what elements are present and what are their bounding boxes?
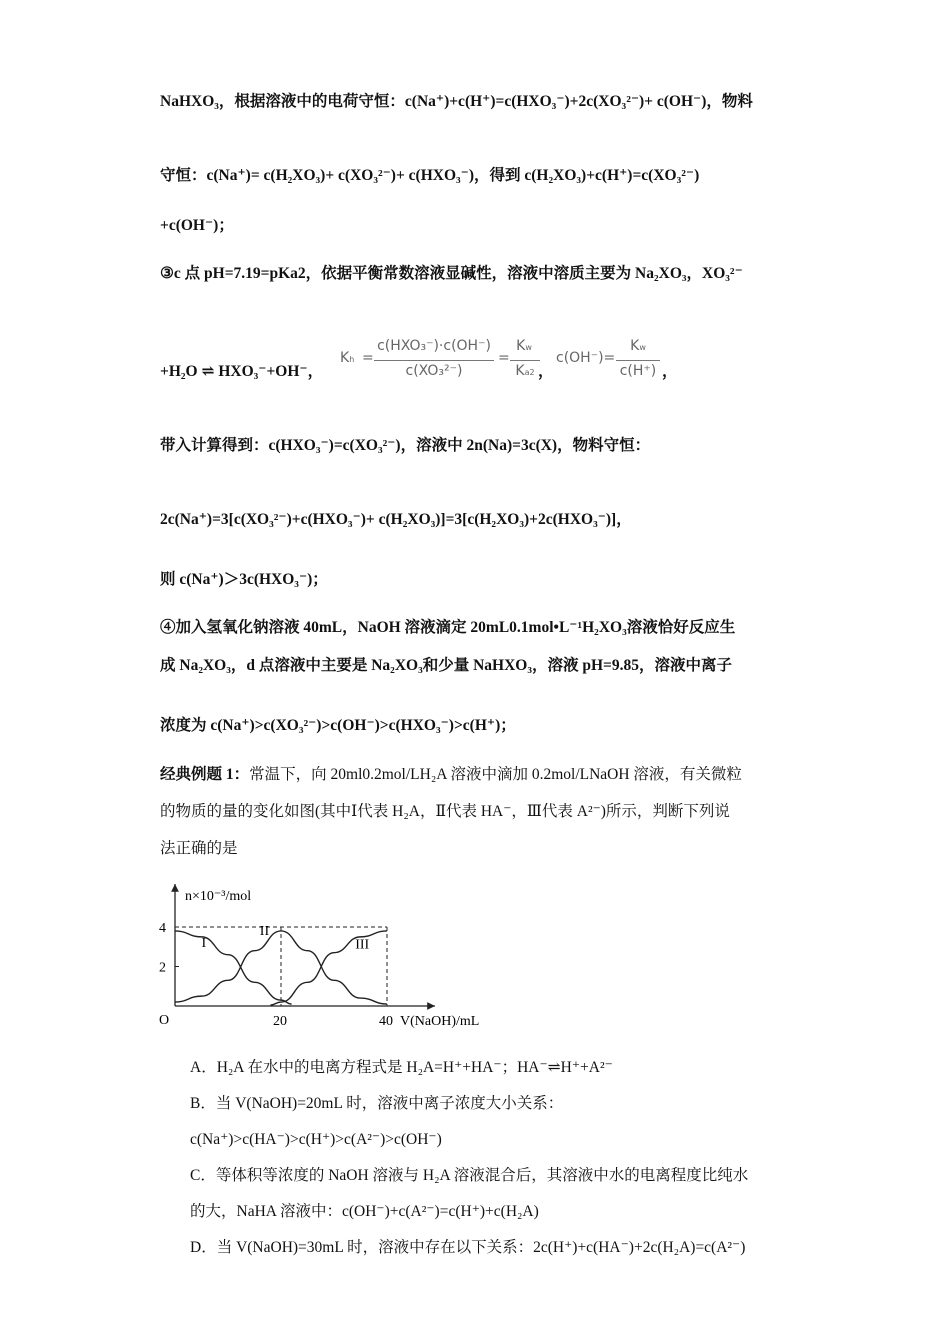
example-text-1: 常温下，向 20ml0.2mol/LH₂A 溶液中滴加 0.2mol/LNaOH 溶液，有关微粒 <box>249 766 742 783</box>
x-tick-label-20: 20 <box>273 1014 287 1029</box>
analysis-line-6: 带入计算得到：c(HXO₃⁻)=c(XO₃²⁻)，溶液中 2n(Na)=3c(X)，物料守恒： <box>160 437 651 454</box>
kh-eq-2: = <box>498 350 510 366</box>
curve-label-II: II <box>259 923 270 939</box>
option-d: D．当 V(NaOH)=30mL 时，溶液中存在以下关系：2c(H⁺)+c(HA⁻)+2c(H₂A)=c(A²⁻) <box>190 1239 746 1256</box>
comma-1: ， <box>538 363 554 380</box>
y-axis-label: n×10⁻³/mol <box>185 889 252 904</box>
option-a: A．H₂A 在水中的电离方程式是 H₂A=H⁺+HA⁻；HA⁻⇌H⁺+A²⁻ <box>190 1059 613 1076</box>
option-c-line-1: C．等体积等浓度的 NaOH 溶液与 H₂A 溶液混合后，其溶液中水的电离程度比纯水 <box>190 1167 749 1184</box>
analysis-line-2: 守恒：c(Na⁺)= c(H₂XO₃)+ c(XO₃²⁻)+ c(HXO₃⁻)，得到 c(H₂XO₃)+c(H⁺)=c(XO₃²⁻) <box>160 167 700 184</box>
analysis-line-3: +c(OH⁻)； <box>160 217 234 234</box>
option-b-line-1: B．当 V(NaOH)=20mL 时，溶液中离子浓度大小关系： <box>190 1095 564 1112</box>
kh-denominator: c(XO₃²⁻) <box>405 363 463 379</box>
kw-sub-2: w <box>639 343 646 352</box>
kw-numerator-2: K <box>630 338 640 354</box>
kh-numerator: c(HXO₃⁻)·c(OH⁻) <box>377 338 491 354</box>
kw-sub: w <box>525 343 532 352</box>
kh-subscript: h <box>349 355 355 364</box>
curve-I <box>175 931 292 1004</box>
kh-eq: = <box>362 350 374 366</box>
example-paragraph-1 <box>160 765 742 785</box>
analysis-line-7: 2c(Na⁺)=3[c(XO₃²⁻)+c(HXO₃⁻)+ c(H₂XO₃)]=3[c(H₂XO₃)+2c(HXO₃⁻)]， <box>160 511 632 528</box>
ka2-denominator: K <box>515 363 525 379</box>
y-tick-label-4: 4 <box>159 921 166 936</box>
origin-label: O <box>159 1013 170 1028</box>
y-tick-label-2: 2 <box>159 960 166 976</box>
option-c-line-2: 的大，NaHA 溶液中：c(OH⁻)+c(A²⁻)=c(H⁺)+c(H₂A) <box>190 1203 539 1220</box>
x-tick-label-40: 40 <box>379 1014 393 1029</box>
ch-denominator: c(H⁺) <box>619 363 657 379</box>
coh-formula <box>556 338 666 384</box>
option-b-line-2: c(Na⁺)>c(HA⁻)>c(H⁺)>c(A²⁻)>c(OH⁻) <box>190 1131 442 1148</box>
example-label: 经典例题 1： <box>160 766 250 783</box>
curve-label-III: III <box>355 937 370 953</box>
curve-III <box>270 931 387 1005</box>
example-paragraph-2: 的物质的量的变化如图(其中Ⅰ代表 H₂A，Ⅱ代表 HA⁻，Ⅲ代表 A²⁻)所示，判断下列说 <box>160 803 730 820</box>
coh-lhs: c(OH⁻)= <box>556 350 616 366</box>
curve-label-I: I <box>201 935 207 951</box>
titration-chart <box>155 878 495 1038</box>
comma-2: ， <box>662 363 678 380</box>
analysis-line-8: 则 c(Na⁺)＞3c(HXO₃⁻)； <box>160 571 328 588</box>
analysis-line-1: NaHXO₃，根据溶液中的电荷守恒：c(Na⁺)+c(H⁺)=c(HXO₃⁻)+2c(XO₃²⁻)+ c(OH⁻)，物料 <box>160 93 753 110</box>
analysis-line-10: 成 Na₂XO₃，d 点溶液中主要是 Na₂XO₃和少量 NaHXO₃，溶液 pH=9.85，溶液中离子 <box>160 657 733 674</box>
analysis-line-9: ④加入氢氧化钠溶液 40mL，NaOH 溶液滴定 20mL0.1mol•L⁻¹H₂XO₃溶液恰好反应生 <box>160 619 736 636</box>
kh-symbol: K <box>340 350 350 366</box>
example-paragraph-3: 法正确的是 <box>160 840 238 857</box>
x-axis-label: V(NaOH)/mL <box>400 1014 480 1029</box>
analysis-line-5: +H₂O ⇌ HXO₃⁻+OH⁻， <box>160 363 324 380</box>
analysis-line-11: 浓度为 c(Na⁺)>c(XO₃²⁻)>c(OH⁻)>c(HXO₃⁻)>c(H⁺)； <box>160 717 516 734</box>
ka2-sub: a2 <box>524 368 535 377</box>
analysis-line-4: ③c 点 pH=7.19=pKa2，依据平衡常数溶液显碱性，溶液中溶质主要为 Na₂XO₃，XO₃²⁻ <box>160 265 743 282</box>
kh-formula <box>340 338 550 384</box>
kw-numerator: K <box>516 338 526 354</box>
